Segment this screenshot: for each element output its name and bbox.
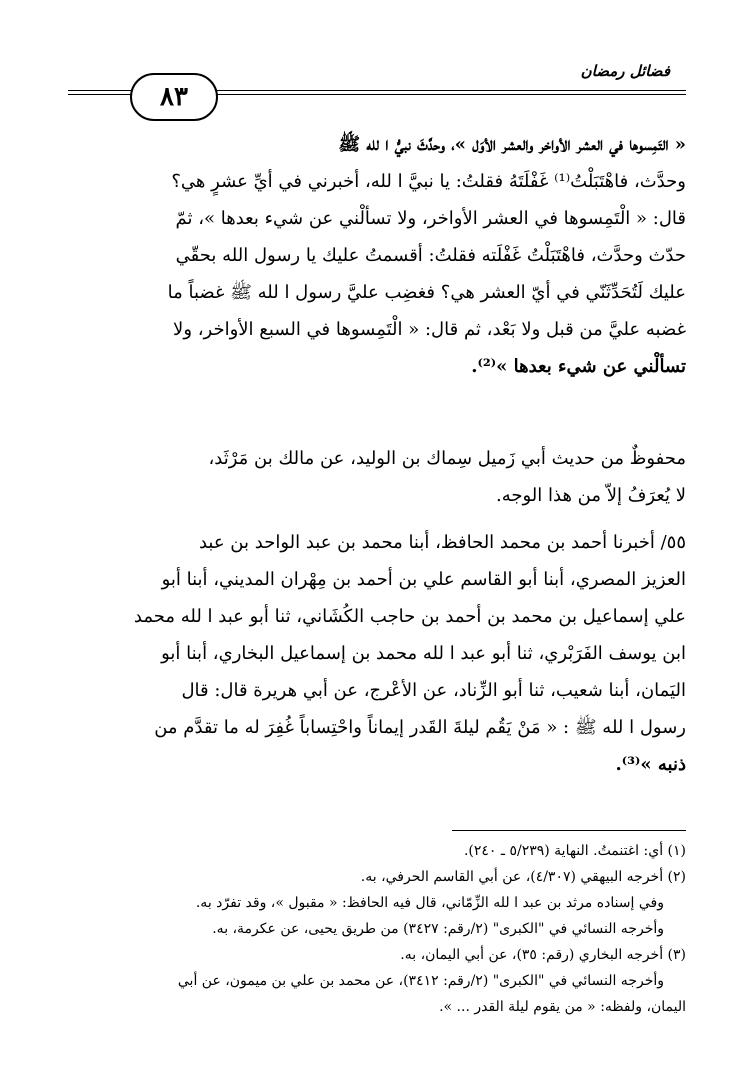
page-number: ٨٣	[130, 73, 218, 121]
text-line: العزيز المصري، أبنا أبو القاسم علي بن أحمد بن مِهْران المديني، أبنا أبو	[161, 569, 686, 590]
text-line: عليك لَتُحَدِّثَنّي في أيّ العشر هي؟ فغضِب عليَّ رسول ا لله ﷺ غضباً ما	[167, 282, 686, 303]
footnote-continuation: وأخرجه النسائي في "الكبرى" (٢/رقم: ٣٤١٢)، عن محمد بن علي بن ميمون، عن أبي	[177, 973, 664, 989]
text-line: اليَمان، أبنا شعيب، ثنا أبو الزِّناد، عن الأعْرج، عن أبي هريرة قال: قال	[181, 680, 686, 701]
hadith-paragraph-55	[72, 524, 686, 783]
footnote-separator	[452, 830, 686, 831]
text-line: وحدَّث، فاهْتَبَلْتُ⁽¹⁾ غَفْلَتَهُ فقلتُ: يا نبيَّ ا لله، أخبرني في أيِّ عشرٍ هي؟	[171, 171, 686, 192]
footnote: (٢) أخرجه البيهقي (٤/٣٠٧)، عن أبي القاسم الحرفي، به.	[360, 869, 686, 885]
footnotes	[72, 838, 686, 1020]
text-line: محفوظٌ من حديث أبي زَميل سِماك بن الوليد، عن مالك بن مَرْثَد،	[208, 448, 686, 469]
footnote-continuation: وأخرجه النسائي في "الكبرى" (٢/رقم: ٣٤٢٧) من طريق يحيى، عن عكرمة، به.	[212, 921, 664, 937]
footnote-continuation: وفي إسناده مرثد بن عبد ا لله الزِّمّاني، قال فيه الحافظ: « مقبول »، وقد تفرّد به.	[195, 895, 664, 911]
hadith-paragraph-1	[72, 126, 686, 385]
footnote: (١) أي: اغتنمتُ. النهاية (٥/٢٣٩ ـ ٢٤٠).	[463, 843, 686, 859]
text-line: حدّث وحدَّث، فاهْتَبَلْتُ غَفْلَته فقلتُ: أقسمتُ عليك يا رسول الله بحقّي	[175, 245, 686, 266]
footnote-continuation: اليمان، ولفظه: « من يقوم ليلة القدر ... ».	[439, 999, 686, 1015]
footnote: (٣) أخرجه البخاري (رقم: ٣٥)، عن أبي اليمان، به.	[400, 947, 686, 963]
text-line: ذنبه »⁽³⁾.	[615, 754, 686, 775]
text-line: علي إسماعيل بن محمد بن أحمد بن حاجب الكُشَاني، ثنا أبو عبد ا لله محمد	[133, 606, 686, 627]
text-line: غضبه عليَّ من قبل ولا بَعْد، ثم قال: « الْتَمِسوها في السبع الأواخر، ولا	[173, 319, 686, 340]
text-line: ابن يوسف الفَرَبْري، ثنا أبو عبد ا لله محمد بن إسماعيل البخاري، أبنا أبو	[161, 643, 686, 664]
text-line: ٥٥/ أخبرنا أحمد بن محمد الحافظ، أبنا محمد بن عبد الواحد بن عبد	[198, 532, 686, 553]
text-line: رسول ا لله ﷺ : « مَنْ يَقُم ليلةَ القَدر إيماناً واحْتِساباً غُفِرَ له ما تقدَّم من	[154, 717, 686, 738]
running-header-title: فضائل رمضان	[580, 62, 670, 80]
text-line: « التَمِسوها في العشر الأواخر والعشر الأوَل »، وحدَّثَ نبيُّ ا لله ﷺ	[338, 134, 686, 155]
text-line: لا يُعرَفُ إلاّ من هذا الوجه.	[496, 485, 686, 506]
commentary-paragraph	[72, 440, 686, 514]
text-line: قال: « الْتَمِسوها في العشر الأواخر، ولا تسألْني عن شيء بعدها »، ثمّ	[175, 208, 686, 229]
text-line: تسألْني عن شيء بعدها »⁽²⁾.	[471, 356, 686, 377]
